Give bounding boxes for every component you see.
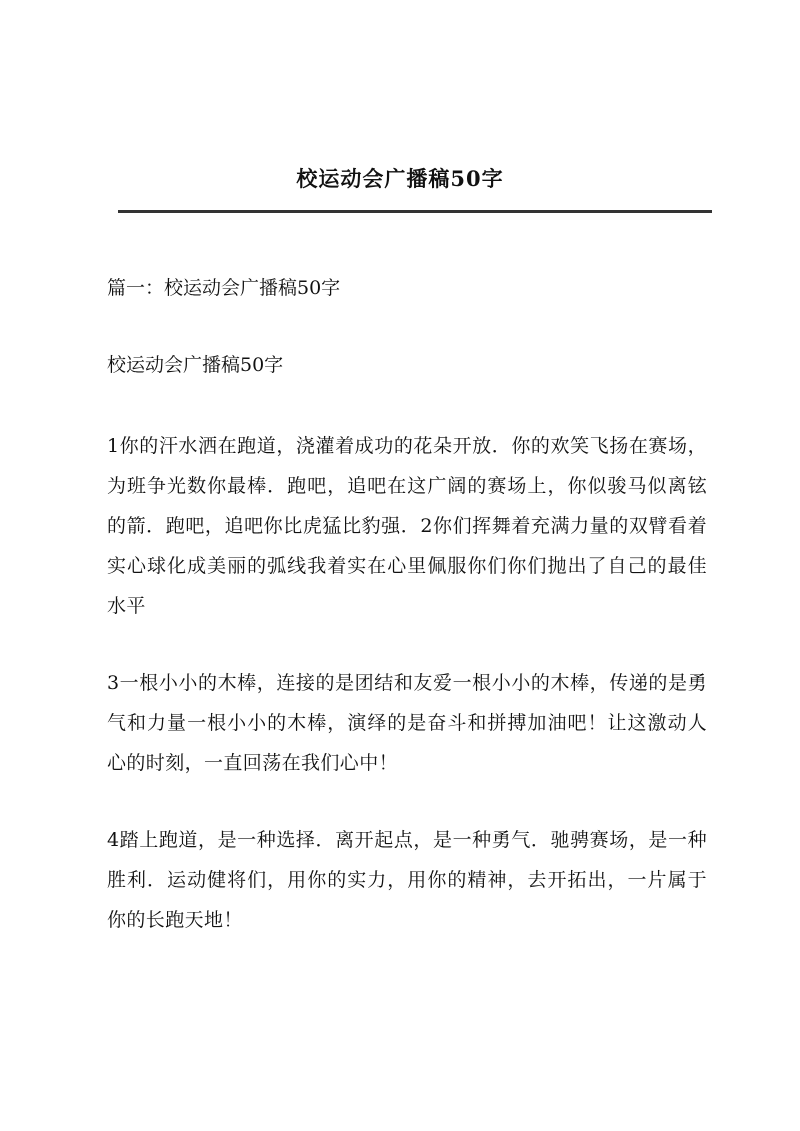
section-heading: 篇一：校运动会广播稿50字	[107, 277, 341, 299]
document-title: 校运动会广播稿50字	[296, 166, 504, 191]
paragraph: 1你的汗水洒在跑道，浇灌着成功的花朵开放．你的欢笑飞扬在赛场，为班争光数你最棒．跑吧，追吧在这广阔的赛场上，你似骏马似离铉的箭．跑吧，追吧你比虎猛比豹强．2你们挥舞着充满力量的双臂看着实心球化成美丽的弧线我着实在心里佩服你们你们抛出了自己的最佳水平	[107, 435, 707, 617]
subheading: 校运动会广播稿50字	[107, 354, 284, 376]
document-body	[107, 272, 707, 977]
paragraph: 3一根小小的木棒，连接的是团结和友爱一根小小的木棒，传递的是勇气和力量一根小小的木棒，演绎的是奋斗和拼搏加油吧！让这激动人心的时刻，一直回荡在我们心中！	[107, 672, 707, 774]
title-divider	[118, 210, 712, 213]
paragraph: 4踏上跑道，是一种选择．离开起点，是一种勇气．驰骋赛场，是一种胜利．运动健将们，用你的实力，用你的精神，去开拓出，一片属于你的长跑天地！	[107, 829, 707, 931]
